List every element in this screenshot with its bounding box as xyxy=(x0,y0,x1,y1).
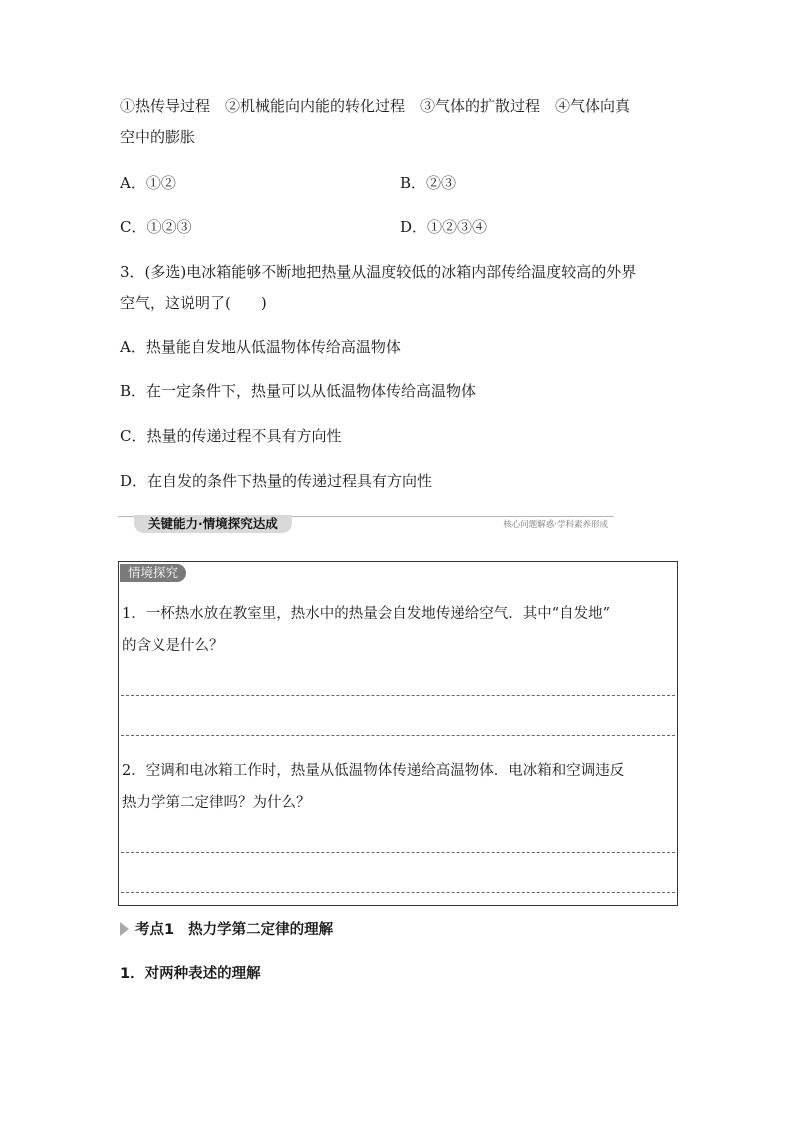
scenario-q1-line1: 1．一杯热水放在教室里，热水中的热量会自发地传递给空气．其中“自发地” xyxy=(122,606,611,622)
q3-option-c: C．热量的传递过程不具有方向性 xyxy=(120,427,342,445)
answer-line xyxy=(121,735,675,736)
answer-line xyxy=(121,892,675,893)
q2-option-c: C．①②③ xyxy=(120,218,192,236)
q2-stem-line1: ①热传导过程 ②机械能向内能的转化过程 ③气体的扩散过程 ④气体向真 xyxy=(120,97,631,115)
topic-label: 考点1 xyxy=(135,922,175,938)
scenario-q1-line2: 的含义是什么？ xyxy=(122,638,224,654)
answer-line xyxy=(121,695,675,696)
q3-option-a: A．热量能自发地从低温物体传给高温物体 xyxy=(120,338,401,356)
q2-option-d: D．①②③④ xyxy=(400,218,488,236)
section-title: 关键能力·情境探究达成 xyxy=(134,515,292,533)
q3-option-d: D．在自发的条件下热量的传递过程具有方向性 xyxy=(120,472,433,490)
answer-line xyxy=(121,852,675,853)
topic-heading xyxy=(120,920,333,940)
section-subtitle: 核心问题解惑·学科素养形成 xyxy=(503,520,608,530)
scenario-q2-line2: 热力学第二定律吗？为什么？ xyxy=(122,795,311,811)
q3-option-b: B．在一定条件下，热量可以从低温物体传给高温物体 xyxy=(120,382,477,400)
q2-option-a: A．①② xyxy=(120,174,176,192)
triangle-arrow-icon xyxy=(120,922,129,936)
scenario-box xyxy=(118,561,678,906)
q2-option-b: B．②③ xyxy=(400,174,457,192)
scenario-tag: 情境探究 xyxy=(120,564,186,582)
scenario-q2-line1: 2．空调和电冰箱工作时，热量从低温物体传递给高温物体．电冰箱和空调违反 xyxy=(122,763,625,779)
section-header xyxy=(118,513,614,535)
topic-title: 热力学第二定律的理解 xyxy=(188,922,334,938)
q2-stem-line2: 空中的膨胀 xyxy=(120,128,196,146)
q3-stem-line2: 空气，这说明了( ) xyxy=(120,294,267,312)
q3-stem-line1: 3．(多选)电冰箱能够不断地把热量从温度较低的冰箱内部传给温度较高的外界 xyxy=(120,263,637,281)
topic-subheading: 1．对两种表述的理解 xyxy=(120,966,261,982)
